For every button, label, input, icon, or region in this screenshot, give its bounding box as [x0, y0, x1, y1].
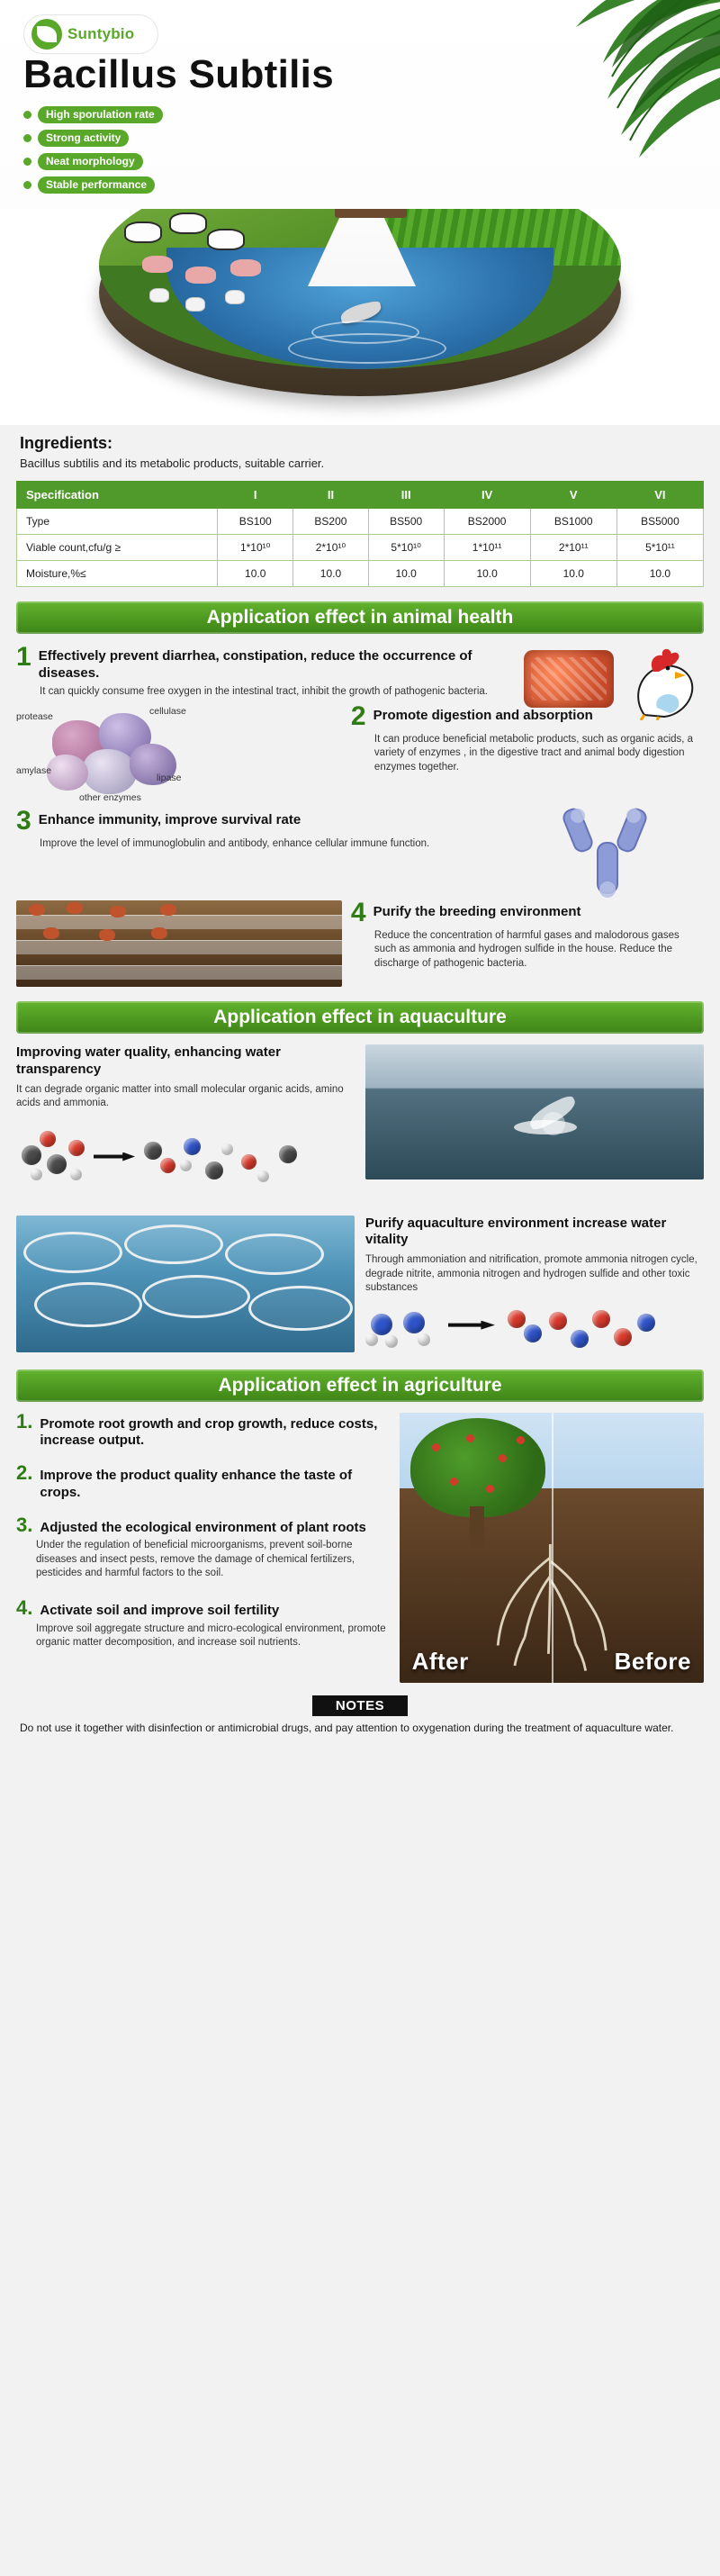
fruit-icon — [517, 1436, 525, 1444]
cell: BS1000 — [530, 509, 616, 535]
photo-label-after: After — [411, 1647, 469, 1675]
section-band-aquaculture: Application effect in aquaculture — [16, 1001, 704, 1034]
cell: BS200 — [293, 509, 369, 535]
feature-bullet-list — [23, 106, 163, 194]
chicken-icon — [99, 929, 115, 941]
atom-oxygen — [40, 1131, 56, 1147]
pig-icon — [185, 267, 216, 284]
row-label: Moisture,%≤ — [17, 561, 218, 587]
jumping-fish-photo — [365, 1044, 704, 1180]
cage-row — [16, 940, 342, 954]
atom-nitrogen — [184, 1138, 201, 1155]
cell: 5*10¹⁰ — [368, 535, 444, 561]
atom-oxygen — [160, 1158, 176, 1173]
pig-icon — [142, 256, 173, 273]
point-title: Promote digestion and absorption — [373, 708, 593, 724]
antibody-icon — [554, 803, 662, 902]
point-body: Improve the level of immunoglobulin and antibody, enhance cellular immune function. — [40, 837, 430, 849]
atom-oxygen — [68, 1140, 85, 1156]
atom-hydrogen — [385, 1335, 398, 1348]
cell: 10.0 — [530, 561, 616, 587]
arrow-right-icon — [94, 1152, 135, 1161]
point-body: Improve soil aggregate structure and micro-ecological environment, promote organic matter decomposition, and increase soil nutrients. — [36, 1622, 386, 1649]
point-number: 3 — [16, 806, 32, 836]
cage-row — [16, 915, 342, 929]
bullet-dot-icon — [23, 134, 32, 142]
pie-landscape — [99, 209, 621, 423]
column-header: Specification — [17, 482, 218, 509]
enzyme-label-other: other enzymes — [79, 792, 141, 804]
water-ripple — [288, 333, 446, 364]
molecule-degradation-diagram — [16, 1118, 355, 1205]
hen-icon — [149, 288, 169, 303]
feature-bullet — [23, 153, 163, 170]
feature-bullet — [23, 106, 163, 123]
feature-bullet — [23, 130, 163, 147]
cell: 1*10¹⁰ — [218, 535, 293, 561]
enzyme-blob — [47, 755, 88, 791]
cell: BS100 — [218, 509, 293, 535]
point-body: Under the regulation of beneficial microorganisms, prevent soil-borne diseases and insect pests, remove the damage of chemical fertilizers, pesticides and harmful factors to the soil. — [36, 1540, 356, 1579]
point-title: Enhance immunity, improve survival rate — [38, 812, 302, 828]
feature-label: Neat morphology — [38, 153, 143, 170]
tree-canopy — [410, 1418, 545, 1517]
net-cage — [142, 1275, 250, 1318]
column-header: III — [368, 482, 444, 509]
aquaculture-row-2 — [16, 1216, 704, 1355]
point-title: Purify aquaculture environment increase water vitality — [365, 1215, 667, 1248]
point-number: 1. — [16, 1409, 33, 1433]
atom-oxygen — [592, 1310, 610, 1328]
nitrification-diagram — [365, 1303, 704, 1355]
chicken-icon — [29, 904, 45, 916]
cow-icon — [124, 221, 162, 243]
cell: 10.0 — [218, 561, 293, 587]
fruit-icon — [432, 1443, 440, 1451]
point-title: Improve the product quality enhance the taste of crops. — [40, 1468, 353, 1500]
atom-carbon — [279, 1145, 297, 1163]
fruit-icon — [466, 1434, 474, 1442]
section-band-agriculture: Application effect in agriculture — [16, 1369, 704, 1402]
atom-carbon — [205, 1161, 223, 1180]
point-4-row — [16, 900, 704, 987]
point-4 — [351, 900, 704, 987]
cell: 10.0 — [616, 561, 703, 587]
cage-row — [16, 965, 342, 980]
cell: 10.0 — [293, 561, 369, 587]
agriculture-row — [16, 1409, 704, 1683]
point-number: 2 — [350, 701, 366, 732]
point-body: Reduce the concentration of harmful gases and malodorous gases such as ammonia and hydrogen sulfide in the house. Reduce the discharge of pathogenic bacteria. — [374, 929, 680, 969]
chicken-icon — [67, 902, 83, 914]
fruit-icon — [450, 1478, 458, 1486]
cell: 10.0 — [368, 561, 444, 587]
cell: 2*10¹¹ — [530, 535, 616, 561]
point-3-row — [16, 806, 704, 895]
net-cage — [248, 1286, 353, 1331]
atom-oxygen — [241, 1154, 256, 1170]
column-header: VI — [616, 482, 703, 509]
cell: 10.0 — [444, 561, 530, 587]
cell: BS2000 — [444, 509, 530, 535]
cow-icon — [169, 212, 207, 234]
atom-carbon — [22, 1145, 41, 1165]
aqua-point-1 — [16, 1044, 355, 1205]
section-band-animal-health: Application effect in animal health — [16, 601, 704, 634]
hero-illustration — [0, 209, 720, 425]
atom-carbon — [47, 1154, 67, 1174]
atom-hydrogen — [180, 1160, 192, 1171]
point-body: It can quickly consume free oxygen in the intestinal tract, inhibit the growth of pathogenic bacteria. — [40, 685, 488, 697]
table-header-row — [17, 482, 704, 509]
agri-point-2 — [16, 1461, 389, 1502]
atom-carbon — [144, 1142, 162, 1160]
rooster-intestine-illustration — [524, 645, 704, 720]
bullet-dot-icon — [23, 158, 32, 166]
ingredients-heading: Ingredients: — [20, 434, 113, 452]
point-number: 4. — [16, 1595, 33, 1619]
chicken-icon — [160, 904, 176, 916]
atom-nitrogen — [637, 1314, 655, 1332]
point-number: 4 — [350, 898, 366, 928]
net-cage — [225, 1234, 324, 1275]
bullet-dot-icon — [23, 111, 32, 119]
point-title: Promote root growth and crop growth, reduce costs, increase output. — [40, 1415, 378, 1449]
enzyme-cluster — [16, 704, 342, 803]
atom-hydrogen — [221, 1143, 233, 1155]
feature-label: Stable performance — [38, 176, 155, 194]
atom-hydrogen — [418, 1333, 430, 1346]
table-row — [17, 509, 704, 535]
cell: BS500 — [368, 509, 444, 535]
page-title: Bacillus Subtilis — [23, 52, 334, 96]
net-cage — [124, 1225, 223, 1264]
atom-hydrogen — [257, 1170, 269, 1182]
atom-oxygen — [549, 1312, 567, 1330]
tree-trunk — [470, 1506, 484, 1548]
photo-label-before: Before — [614, 1647, 691, 1675]
point-body: Through ammoniation and nitrification, promote ammonia nitrogen cycle, degrade nitrite, ammonia nitrogen and hydrogen sulfide and other toxic substances — [365, 1254, 698, 1294]
specification-table — [16, 481, 704, 587]
point-title: Adjusted the ecological environment of plant roots — [40, 1519, 366, 1535]
atom-nitrogen — [403, 1312, 425, 1333]
feature-bullet — [23, 176, 163, 194]
table-row — [17, 561, 704, 587]
palm-leaves-decoration — [441, 0, 720, 209]
chicken-icon — [110, 906, 126, 917]
atom-nitrogen — [571, 1330, 589, 1348]
arrow-right-icon — [448, 1321, 495, 1330]
table-row — [17, 535, 704, 561]
net-cage — [34, 1282, 142, 1327]
cage-aquafarm-photo — [16, 1216, 355, 1352]
atom-nitrogen — [524, 1324, 542, 1342]
atom-oxygen — [508, 1310, 526, 1328]
pig-icon — [230, 259, 261, 276]
enzyme-label-cellulase: cellulase — [149, 706, 186, 718]
point-body: It can degrade organic matter into small molecular organic acids, amino acids and ammonia. — [16, 1083, 344, 1109]
net-cage — [23, 1232, 122, 1273]
barn-icon — [335, 209, 407, 218]
agri-point-1 — [16, 1409, 389, 1451]
poultry-house-photo — [16, 900, 342, 987]
point-title: Effectively prevent diarrhea, constipation, reduce the occurrence of diseases. — [38, 648, 472, 681]
column-header: I — [218, 482, 293, 509]
cell: BS5000 — [616, 509, 703, 535]
chicken-icon — [151, 927, 167, 939]
leaf-circle-icon — [32, 19, 62, 50]
notes-section — [16, 1695, 704, 1746]
column-header: II — [293, 482, 369, 509]
rooster-icon — [617, 645, 704, 720]
point-title: Purify the breeding environment — [373, 904, 581, 920]
header — [0, 0, 720, 209]
column-header: V — [530, 482, 616, 509]
cow-icon — [207, 229, 245, 250]
aquaculture-row-1 — [16, 1044, 704, 1205]
atom-hydrogen — [70, 1169, 82, 1180]
point-number: 3. — [16, 1513, 33, 1536]
agri-point-3 — [16, 1513, 389, 1581]
ingredients-text: Bacillus subtilis and its metabolic products, suitable carrier. — [20, 456, 325, 470]
point-number: 1 — [16, 642, 32, 672]
row-label: Type — [17, 509, 218, 535]
animal-health-block — [16, 642, 704, 987]
enzyme-label-lipase: lipase — [157, 773, 182, 784]
agri-point-4 — [16, 1595, 389, 1650]
column-header: IV — [444, 482, 530, 509]
photo-divider — [552, 1413, 554, 1683]
point-title: Activate soil and improve soil fertility — [40, 1602, 280, 1618]
point-number: 2. — [16, 1461, 33, 1485]
enzyme-label-protease: protease — [16, 711, 53, 723]
notes-text: Do not use it together with disinfection or antimicrobial drugs, and pay attention to oxygenation during the treatment of aquaculture water. — [20, 1721, 674, 1734]
intestine-icon — [524, 650, 614, 708]
after-before-photo — [400, 1413, 704, 1683]
agriculture-points — [16, 1409, 389, 1683]
point-title: Improving water quality, enhancing water transparency — [16, 1044, 281, 1077]
cell: 5*10¹¹ — [616, 535, 703, 561]
hen-icon — [225, 290, 245, 304]
point-body: It can produce beneficial metabolic products, such as organic acids, a variety of enzymes , in the digestive tract and animal body digestion enzymes together. — [374, 733, 694, 773]
row-label: Viable count,cfu/g ≥ — [17, 535, 218, 561]
bullet-dot-icon — [23, 181, 32, 189]
feature-label: High sporulation rate — [38, 106, 163, 123]
fruit-icon — [486, 1485, 494, 1493]
brand-logo — [23, 14, 158, 54]
content-body — [0, 434, 720, 1746]
feature-label: Strong activity — [38, 130, 129, 147]
atom-nitrogen — [371, 1314, 392, 1335]
atom-hydrogen — [365, 1333, 378, 1346]
enzyme-label-amylase: amylase — [16, 765, 52, 777]
brand-name: Suntybio — [68, 25, 135, 42]
cell: 2*10¹⁰ — [293, 535, 369, 561]
atom-oxygen — [614, 1328, 632, 1346]
water-splash — [542, 1112, 565, 1135]
hen-icon — [185, 297, 205, 312]
enzyme-blob — [83, 749, 137, 794]
cell: 1*10¹¹ — [444, 535, 530, 561]
atom-hydrogen — [31, 1169, 42, 1180]
fruit-icon — [499, 1454, 507, 1462]
notes-badge: NOTES — [312, 1695, 408, 1716]
aqua-point-2 — [365, 1216, 704, 1355]
chicken-icon — [43, 927, 59, 939]
